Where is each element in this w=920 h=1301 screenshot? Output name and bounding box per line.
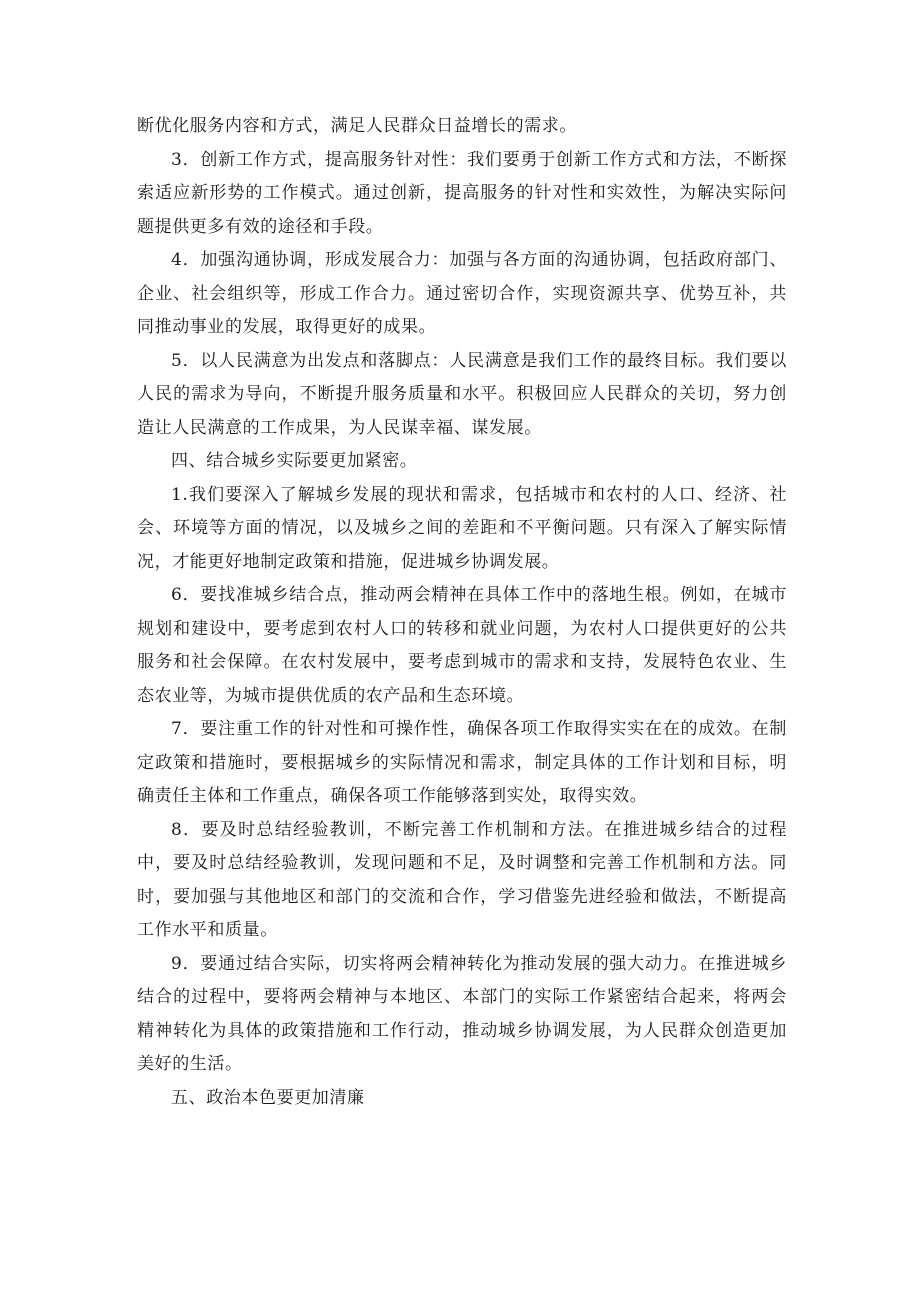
paragraph-item-4: 4．加强沟通协调，形成发展合力：加强与各方面的沟通协调，包括政府部门、企业、社会组织等，形成工作合力。通过密切合作，实现资源共享、优势互补，共同推动事业的发展，取得更好的成果。	[137, 250, 787, 337]
paragraph-item-3: 3．创新工作方式，提高服务针对性：我们要勇于创新工作方式和方法，不断探索适应新形势的工作模式。通过创新，提高服务的针对性和实效性，为解决实际问题提供更多有效的途径和手段。	[137, 149, 787, 237]
paragraph-item-1: 1.我们要深入了解城乡发展的现状和需求，包括城市和农村的人口、经济、社会、环境等方面的情况，以及城乡之间的差距和不平衡问题。只有深入了解实际情况，才能更好地制定政策和措施，促进城乡协调发展。	[137, 484, 787, 572]
paragraph-item-9: 9．要通过结合实际，切实将两会精神转化为推动发展的强大动力。在推进城乡结合的过程中，要将两会精神与本地区、本部门的实际工作紧密结合起来，将两会精神转化为具体的政策措施和工作行动，推动城乡协调发展，为人民群众创造更加美好的生活。	[137, 953, 787, 1074]
paragraph-item-6: 6．要找准城乡结合点，推动两会精神在具体工作中的落地生根。例如，在城市规划和建设中，要考虑到农村人口的转移和就业问题，为农村人口提供更好的公共服务和社会保障。在农村发展中，要考虑到城市的需求和支持，发展特色农业、生态农业等，为城市提供优质的农产品和生态环境。	[137, 585, 787, 706]
paragraph-item-7: 7．要注重工作的针对性和可操作性，确保各项工作取得实实在在的成效。在制定政策和措施时，要根据城乡的实际情况和需求，制定具体的工作计划和目标，明确责任主体和工作重点，确保各项工作能够落到实处，取得实效。	[137, 719, 787, 806]
paragraph-continuation: 断优化服务内容和方式，满足人民群众日益增长的需求。	[137, 116, 577, 136]
section-heading-4: 四、结合城乡实际要更加紧密。	[171, 451, 418, 471]
paragraph-item-5: 5．以人民满意为出发点和落脚点：人民满意是我们工作的最终目标。我们要以人民的需求为导向，不断提升服务质量和水平。积极回应人民群众的关切，努力创造让人民满意的工作成果，为人民谋幸福、谋发展。	[137, 350, 787, 438]
paragraph-item-8: 8．要及时总结经验教训，不断完善工作机制和方法。在推进城乡结合的过程中，要及时总结经验教训，发现问题和不足，及时调整和完善工作机制和方法。同时，要加强与其他地区和部门的交流和合作，学习借鉴先进经验和做法，不断提高工作水平和质量。	[137, 819, 787, 940]
section-heading-5: 五、政治本色要更加清廉	[171, 1087, 365, 1108]
document-body	[137, 110, 787, 1115]
